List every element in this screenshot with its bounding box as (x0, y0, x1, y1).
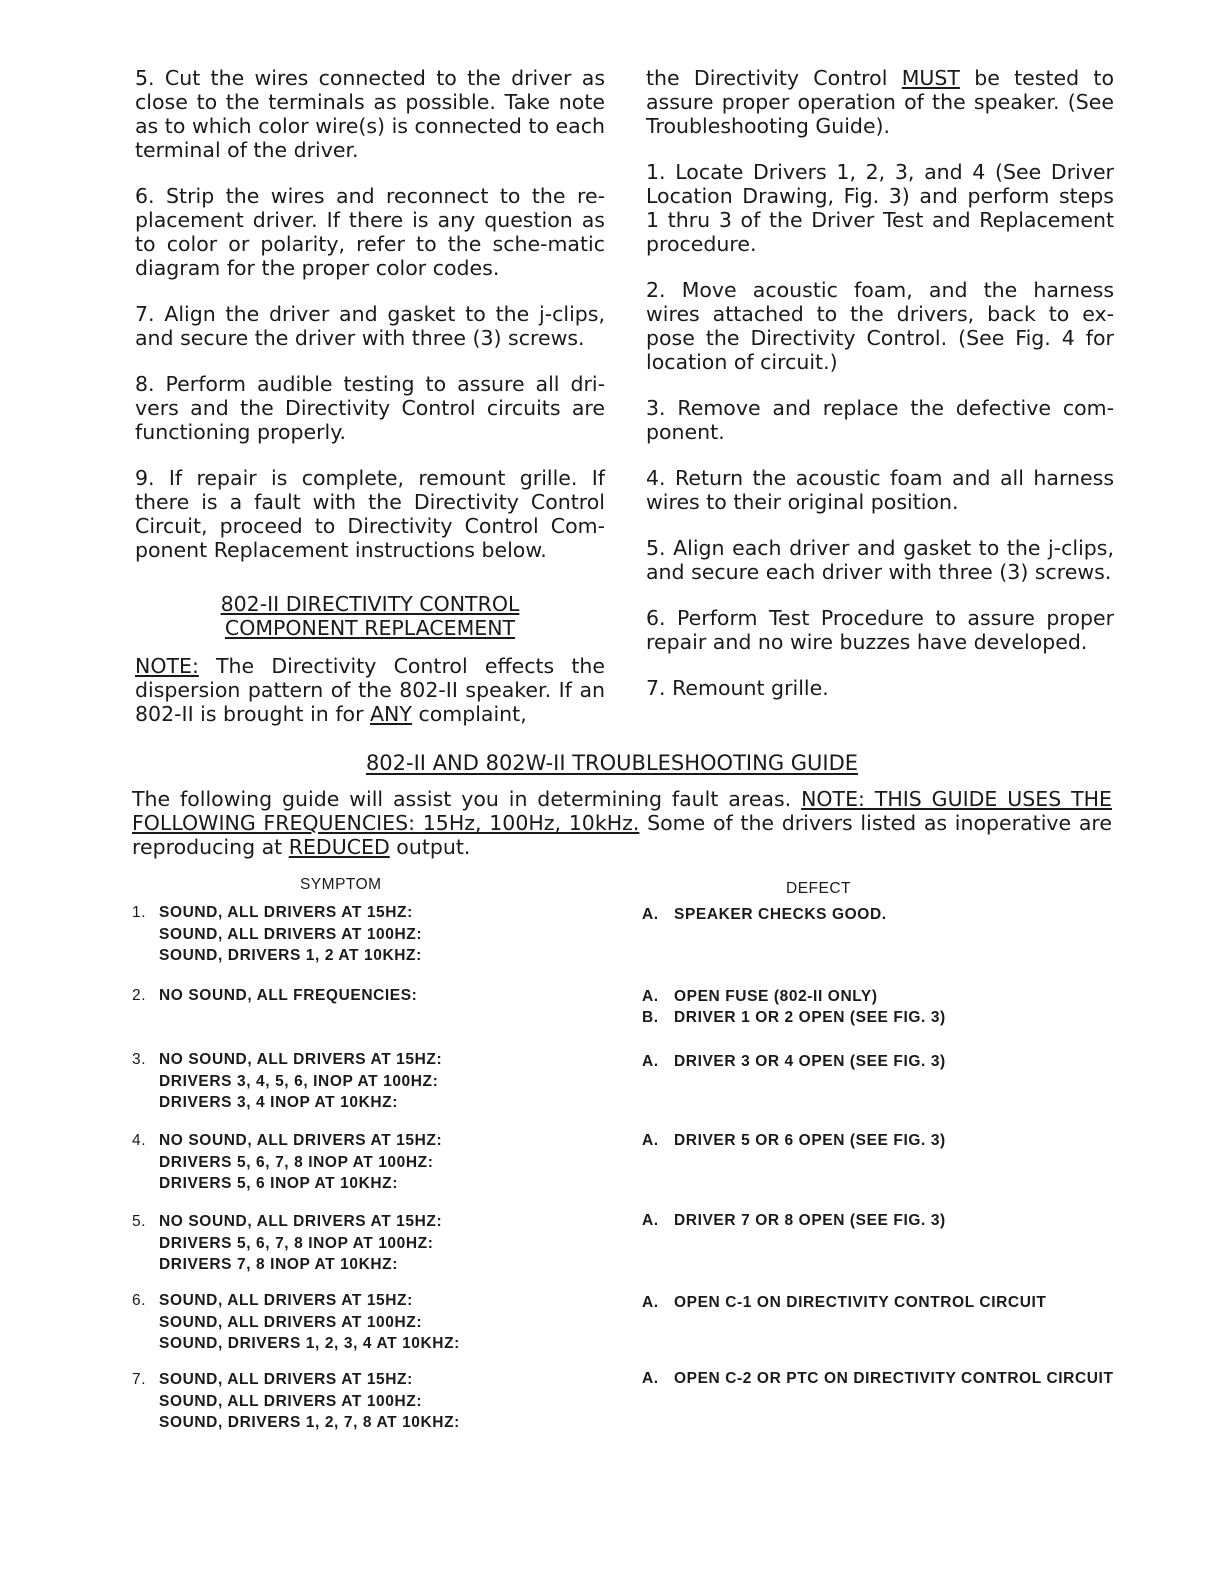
replacement-step-4: 4. Return the acoustic foam and all harness wires to their original position. (646, 466, 1114, 514)
defect-text: OPEN C-2 OR PTC ON DIRECTIVITY CONTROL CIRCUIT (674, 1370, 1114, 1387)
replacement-step-3: 3. Remove and replace the defective com-ponent. (646, 396, 1114, 444)
cont-must: MUST (901, 66, 960, 90)
defect-cell (642, 904, 1122, 926)
defect-cell (642, 1007, 1122, 1029)
symptom-line: NO SOUND, ALL FREQUENCIES: (159, 987, 418, 1004)
row-number: 2. (132, 987, 147, 1004)
replacement-step-5: 5. Align each driver and gasket to the j-clips, and secure each driver with three (3) screws. (646, 536, 1114, 584)
directivity-note (135, 654, 605, 726)
step-7-text: 7. Align the driver and gasket to the j-clips, and secure the driver with three (3) screws. (135, 302, 605, 350)
symptom-line: DRIVERS 5, 6, 7, 8 INOP AT 100HZ: (159, 1153, 434, 1171)
defect-letter: A. (642, 906, 659, 923)
defect-text: DRIVER 7 OR 8 OPEN (SEE FIG. 3) (674, 1212, 946, 1229)
symptom-line: SOUND, DRIVERS 1, 2 AT 10KHZ: (159, 947, 422, 964)
step-9-text: 9. If repair is complete, remount grille. If there is a fault with the Directivity Control Circuit, proceed to Directivity Control Com-ponent Replacement instructions below. (135, 466, 605, 562)
defect-letter: A. (642, 1370, 659, 1387)
replacement-step-7: 7. Remount grille. (646, 676, 829, 700)
symptom-line: DRIVERS 7, 8 INOP AT 10KHZ: (159, 1256, 398, 1273)
replacement-step-1: 1. Locate Drivers 1, 2, 3, and 4 (See Driver Location Drawing, Fig. 3) and perform steps 1 thru 3 of the Driver Test and Replacement procedure. (646, 160, 1114, 256)
defect-cell (642, 1130, 1122, 1152)
defect-letter: A. (642, 988, 659, 1005)
symptom-line: DRIVERS 5, 6 INOP AT 10KHZ: (159, 1175, 398, 1192)
defect-text: DRIVER 3 OR 4 OPEN (SEE FIG. 3) (674, 1053, 946, 1070)
row-number: 3. (132, 1051, 147, 1068)
guide-title (0, 750, 1224, 776)
cont-b: be tested to assure proper operation of the speaker. (See Troubleshooting Guide). (646, 66, 1114, 138)
row-number: 6. (132, 1292, 147, 1309)
row-number: 4. (132, 1132, 147, 1149)
note-label: NOTE: (135, 654, 199, 678)
step-6-text: 6. Strip the wires and reconnect to the re-placement driver. If there is any question as to color or polarity, refer to the sche-matic diagram for the proper color codes. (135, 184, 605, 280)
intro-b: Some of the drivers listed as inoperative are reproducing at (132, 811, 1112, 859)
symptom-line: DRIVERS 3, 4 INOP AT 10KHZ: (159, 1094, 398, 1111)
defect-header: DEFECT (786, 880, 851, 897)
component-replacement-heading (135, 592, 605, 640)
defect-cell (642, 1051, 1122, 1073)
step-5-text: 5. Cut the wires connected to the driver as close to the terminals as possible. Take note as to which color wire(s) is connected to each terminal of the driver. (135, 66, 605, 162)
intro-reduced: REDUCED (288, 835, 390, 859)
symptom-line: SOUND, ALL DRIVERS AT 15HZ: (159, 1292, 413, 1309)
symptom-line: SOUND, ALL DRIVERS AT 100HZ: (159, 1392, 423, 1410)
left-column (135, 66, 605, 726)
row-number: 5. (132, 1213, 147, 1230)
row-number: 7. (132, 1371, 147, 1388)
note-text-a: The Directivity Control effects the dispersion pattern of the 802-II speaker. If an 802-II is brought in for (135, 654, 605, 726)
defect-letter: A. (642, 1053, 659, 1070)
intro-a: The following guide will assist you in determining fault areas. (132, 787, 802, 811)
note-any: ANY (370, 702, 412, 726)
defect-letter: B. (642, 1009, 659, 1026)
right-column (646, 66, 1114, 722)
defect-text: OPEN C-1 ON DIRECTIVITY CONTROL CIRCUIT (674, 1294, 1047, 1311)
heading-line-2: COMPONENT REPLACEMENT (224, 616, 516, 640)
guide-title-text: 802-II AND 802W-II TROUBLESHOOTING GUIDE (365, 751, 859, 775)
intro-c: output. (389, 835, 471, 859)
row-number: 1. (132, 904, 147, 921)
note-continuation (646, 66, 1114, 138)
replacement-step-6: 6. Perform Test Procedure to assure proper repair and no wire buzzes have developed. (646, 606, 1114, 654)
defect-cell (642, 1292, 1122, 1314)
guide-intro (132, 787, 1112, 859)
intro-note: NOTE: THIS GUIDE USES THE FOLLOWING FREQUENCIES: 15Hz, 100Hz, 10kHz. (132, 787, 1112, 835)
symptom-line: SOUND, DRIVERS 1, 2, 3, 4 AT 10KHZ: (159, 1335, 460, 1352)
defect-letter: A. (642, 1132, 659, 1149)
defect-text: SPEAKER CHECKS GOOD. (674, 906, 887, 923)
symptom-header: SYMPTOM (300, 876, 382, 893)
step-8-text: 8. Perform audible testing to assure all dri-vers and the Directivity Control circuits are functioning properly. (135, 372, 605, 444)
heading-line-1: 802-II DIRECTIVITY CONTROL (220, 592, 520, 616)
symptom-line: SOUND, ALL DRIVERS AT 100HZ: (159, 1313, 423, 1331)
symptom-line: NO SOUND, ALL DRIVERS AT 15HZ: (159, 1051, 443, 1068)
defect-text: DRIVER 1 OR 2 OPEN (SEE FIG. 3) (674, 1009, 946, 1026)
symptom-line: SOUND, ALL DRIVERS AT 15HZ: (159, 904, 413, 921)
defect-cell (642, 986, 1122, 1008)
symptom-line: NO SOUND, ALL DRIVERS AT 15HZ: (159, 1213, 443, 1230)
symptom-line: DRIVERS 3, 4, 5, 6, INOP AT 100HZ: (159, 1072, 439, 1090)
symptom-line: DRIVERS 5, 6, 7, 8 INOP AT 100HZ: (159, 1234, 434, 1252)
defect-text: DRIVER 5 OR 6 OPEN (SEE FIG. 3) (674, 1132, 946, 1149)
symptom-line: SOUND, DRIVERS 1, 2, 7, 8 AT 10KHZ: (159, 1414, 460, 1431)
symptom-line: NO SOUND, ALL DRIVERS AT 15HZ: (159, 1132, 443, 1149)
defect-cell (642, 1368, 1122, 1390)
defect-letter: A. (642, 1294, 659, 1311)
defect-cell (642, 1210, 1122, 1232)
defect-letter: A. (642, 1212, 659, 1229)
symptom-line: SOUND, ALL DRIVERS AT 100HZ: (159, 925, 423, 943)
cont-a: the Directivity Control (646, 66, 902, 90)
note-text-b: complaint, (411, 702, 527, 726)
replacement-step-2: 2. Move acoustic foam, and the harness wires attached to the drivers, back to ex-pose the Directivity Control. (See Fig. 4 for location of circuit.) (646, 278, 1114, 374)
defect-text: OPEN FUSE (802-II ONLY) (674, 988, 878, 1005)
symptom-line: SOUND, ALL DRIVERS AT 15HZ: (159, 1371, 413, 1388)
